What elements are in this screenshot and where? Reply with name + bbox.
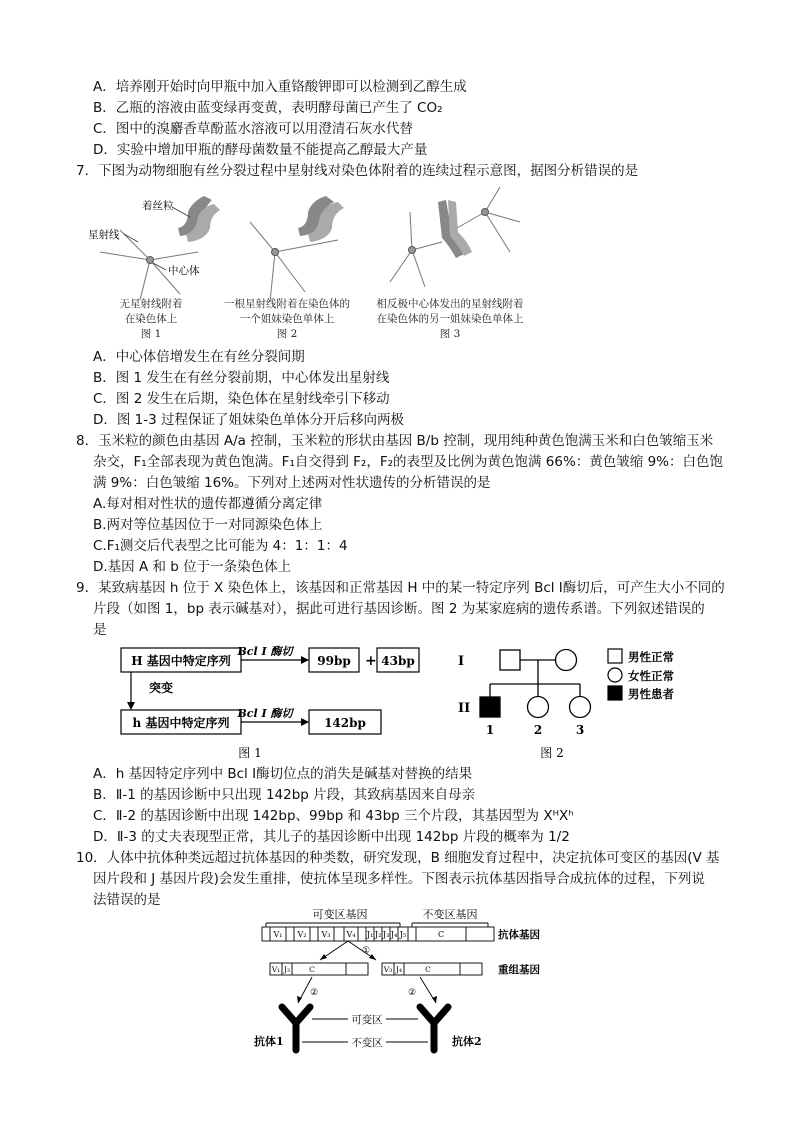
generation-1-label: I <box>458 654 465 669</box>
q10-stem-line2: 因片段和 J 基因片段)会发生重排，使抗体呈现多样性。下图表示抗体基因指导合成抗体的过程，下列说 <box>93 871 705 887</box>
fragment-99bp: 99bp <box>317 654 351 668</box>
generation-2-label: II <box>458 701 471 716</box>
aster-label: 星射线 <box>88 229 120 241</box>
q6-option-b: B．乙瓶的溶液由蓝变绿再变黄，表明酵母菌已产生了 CO₂ <box>93 100 443 116</box>
q8-option-d: D.基因 A 和 b 位于一条染色体上 <box>93 559 292 575</box>
fragment-142bp: 142bp <box>324 716 366 730</box>
seg-j1: J₁ <box>366 930 374 939</box>
q8-option-a: A.每对相对性状的遗传都遵循分离定律 <box>93 496 323 512</box>
q8-stem-line1: 8．玉米粒的颜色由基因 A/a 控制，玉米粒的形状由基因 B/b 控制，现用纯种黄色饱满玉米和白色皱缩玉米 <box>76 433 714 449</box>
father-normal-male <box>500 650 520 670</box>
antibody-2-shape <box>420 1007 448 1050</box>
q10-stem-line1: 10．人体中抗体种类远超过抗体基因的种类数，研究发现，B 细胞发育过程中，决定抗体可变区的基因(V 基 <box>76 850 720 866</box>
q9-option-d: D．Ⅱ-3 的丈夫表现型正常，其儿子的基因诊断中出现 142bp 片段的概率为 1/2 <box>93 829 570 845</box>
ii-1-affected-male <box>480 697 500 717</box>
seg-v2: V₂ <box>297 930 307 939</box>
seg-j3: J₃ <box>382 930 390 939</box>
legend-affected-male-icon <box>608 686 622 700</box>
step-2-label-left: ② <box>310 988 319 998</box>
panel-3 <box>390 187 520 287</box>
legend-normal-male: 男性正常 <box>628 650 674 664</box>
rec1-c: C <box>309 965 315 974</box>
q7-option-c: C．图 2 发生在后期，染色体在星射线牵引下移动 <box>93 391 390 407</box>
rec2-c: C <box>425 965 431 974</box>
caption-3-line2: 在染色体的另一姐妹染色单体上 <box>376 313 524 325</box>
caption-3-num: 图 3 <box>439 328 461 340</box>
seg-v1: V₁ <box>273 930 283 939</box>
rec1-v: V₁ <box>271 965 281 974</box>
rec2-v: V₃ <box>383 965 393 974</box>
centrosome-label: 中心体 <box>168 265 200 277</box>
q9-stem-line2: 片段（如图 1，bp 表示碱基对），据此可进行基因诊断。图 2 为某家庭病的遗传系谱。下列叙述错误的 <box>93 601 705 617</box>
q7-stem: 7．下图为动物细胞有丝分裂过程中星射线对染色体附着的连续过程示意图，据图分析错误的是 <box>76 163 639 179</box>
caption-1-num: 图 1 <box>140 328 162 340</box>
legend-affected-male: 男性患者 <box>628 687 674 701</box>
q9-stem-line3: 是 <box>93 622 107 638</box>
constant-gene-label: 不变区基因 <box>422 908 478 921</box>
antibody-2-label: 抗体2 <box>452 1035 482 1048</box>
q9-option-a: A．h 基因特定序列中 Bcl I酶切位点的消失是碱基对替换的结果 <box>93 766 473 782</box>
q9-option-b: B．Ⅱ-1 的基因诊断中只出现 142bp 片段，其致病基因来自母亲 <box>93 787 476 803</box>
q8-stem-line2: 杂交，F₁全部表现为黄色饱满。F₁自交得到 F₂，F₂的表型及比例为黄色饱满 66%：黄色皱缩 9%：白色饱 <box>93 454 724 470</box>
variable-region-label: 可变区 <box>351 1014 383 1026</box>
antibody-gene-label: 抗体基因 <box>498 929 540 941</box>
seg-c: C <box>437 930 445 939</box>
caption-2-num: 图 2 <box>276 328 298 340</box>
fig2-caption: 图 2 <box>540 746 564 760</box>
q9-fig2-pedigree <box>450 640 700 762</box>
q9-option-c: C．Ⅱ-2 的基因诊断中出现 142bp、99bp 和 43bp 三个片段，其基因型为 XᴴXʰ <box>93 808 574 824</box>
step-2-label-right: ② <box>408 988 417 998</box>
constant-region-label: 不变区 <box>351 1037 383 1049</box>
seg-v3: V₃ <box>321 930 331 939</box>
mother-normal-female <box>556 650 577 671</box>
q8-stem-line3: 满 9%：白色皱缩 16%。下列对上述两对性状遗传的分析错误的是 <box>93 475 491 491</box>
legend-normal-female-icon <box>608 668 622 682</box>
q6-option-c: C．图中的溴麝香草酚蓝水溶液可以用澄清石灰水代替 <box>93 121 413 137</box>
seg-j5: J₅ <box>399 930 407 939</box>
fragment-43bp: 43bp <box>381 654 415 668</box>
q10-antibody-gene-figure <box>250 905 570 1055</box>
h-gene-box: H 基因中特定序列 <box>131 654 231 668</box>
antibody-1-shape <box>282 1007 310 1050</box>
caption-3-line1: 相反极中心体发出的星射线附着 <box>376 298 524 310</box>
q10-stem-line3: 法错误的是 <box>93 892 161 908</box>
q8-option-b: B.两对等位基因位于一对同源染色体上 <box>93 517 323 533</box>
legend-normal-male-icon <box>608 649 622 663</box>
rec2-j: J₄ <box>395 965 403 974</box>
q9-stem-line1: 9．某致病基因 h 位于 X 染色体上，该基因和正常基因 H 中的某一特定序列 Bcl I酶切后，可产生大小不同的 <box>76 580 725 596</box>
panel-2 <box>250 196 344 302</box>
seg-j2: J₂ <box>374 930 382 939</box>
caption-1-line1: 无星射线附着 <box>119 298 183 310</box>
recombined-gene-label: 重组基因 <box>498 964 540 976</box>
id-2: 2 <box>533 723 543 737</box>
rec1-j: J₃ <box>283 965 291 974</box>
enzyme-label-1: Bcl I 酶切 <box>237 645 293 658</box>
fig1-caption: 图 1 <box>238 746 262 760</box>
caption-2-line2: 一个姐妹染色单体上 <box>239 313 335 325</box>
ii-2-normal-female <box>528 697 549 718</box>
id-1: 1 <box>485 723 495 737</box>
plus-sign: + <box>365 653 377 669</box>
seg-j4: J₄ <box>390 930 398 939</box>
q6-option-d: D．实验中增加甲瓶的酵母菌数量不能提高乙醇最大产量 <box>93 142 428 158</box>
q8-option-c: C.F₁测交后代表型之比可能为 4：1：1：4 <box>93 538 348 554</box>
id-3: 3 <box>575 723 585 737</box>
caption-1-line2: 在染色体上 <box>124 313 178 325</box>
h-mutant-gene-box: h 基因中特定序列 <box>132 716 230 730</box>
ii-3-normal-female <box>570 697 591 718</box>
enzyme-label-2: Bcl I 酶切 <box>237 707 293 720</box>
legend-normal-female: 女性正常 <box>628 669 674 683</box>
variable-gene-label: 可变区基因 <box>312 908 368 921</box>
q6-option-a: A．培养刚开始时向甲瓶中加入重铬酸钾即可以检测到乙醇生成 <box>93 79 467 95</box>
step-1-label: ① <box>362 946 371 956</box>
q7-option-d: D．图 1-3 过程保证了姐妹染色单体分开后移向两极 <box>93 412 405 428</box>
antibody-1-label: 抗体1 <box>254 1035 284 1048</box>
caption-2-line1: 一根星射线附着在染色体的 <box>224 298 350 310</box>
q9-fig1-restriction-diagram <box>115 640 425 762</box>
seg-v4: V₄ <box>346 930 356 939</box>
mutation-label: 突变 <box>149 681 174 695</box>
q7-option-a: A．中心体倍增发生在有丝分裂间期 <box>93 349 305 365</box>
kinetochore-label: 着丝粒 <box>142 200 174 212</box>
q7-option-b: B．图 1 发生在有丝分裂前期，中心体发出星射线 <box>93 370 390 386</box>
